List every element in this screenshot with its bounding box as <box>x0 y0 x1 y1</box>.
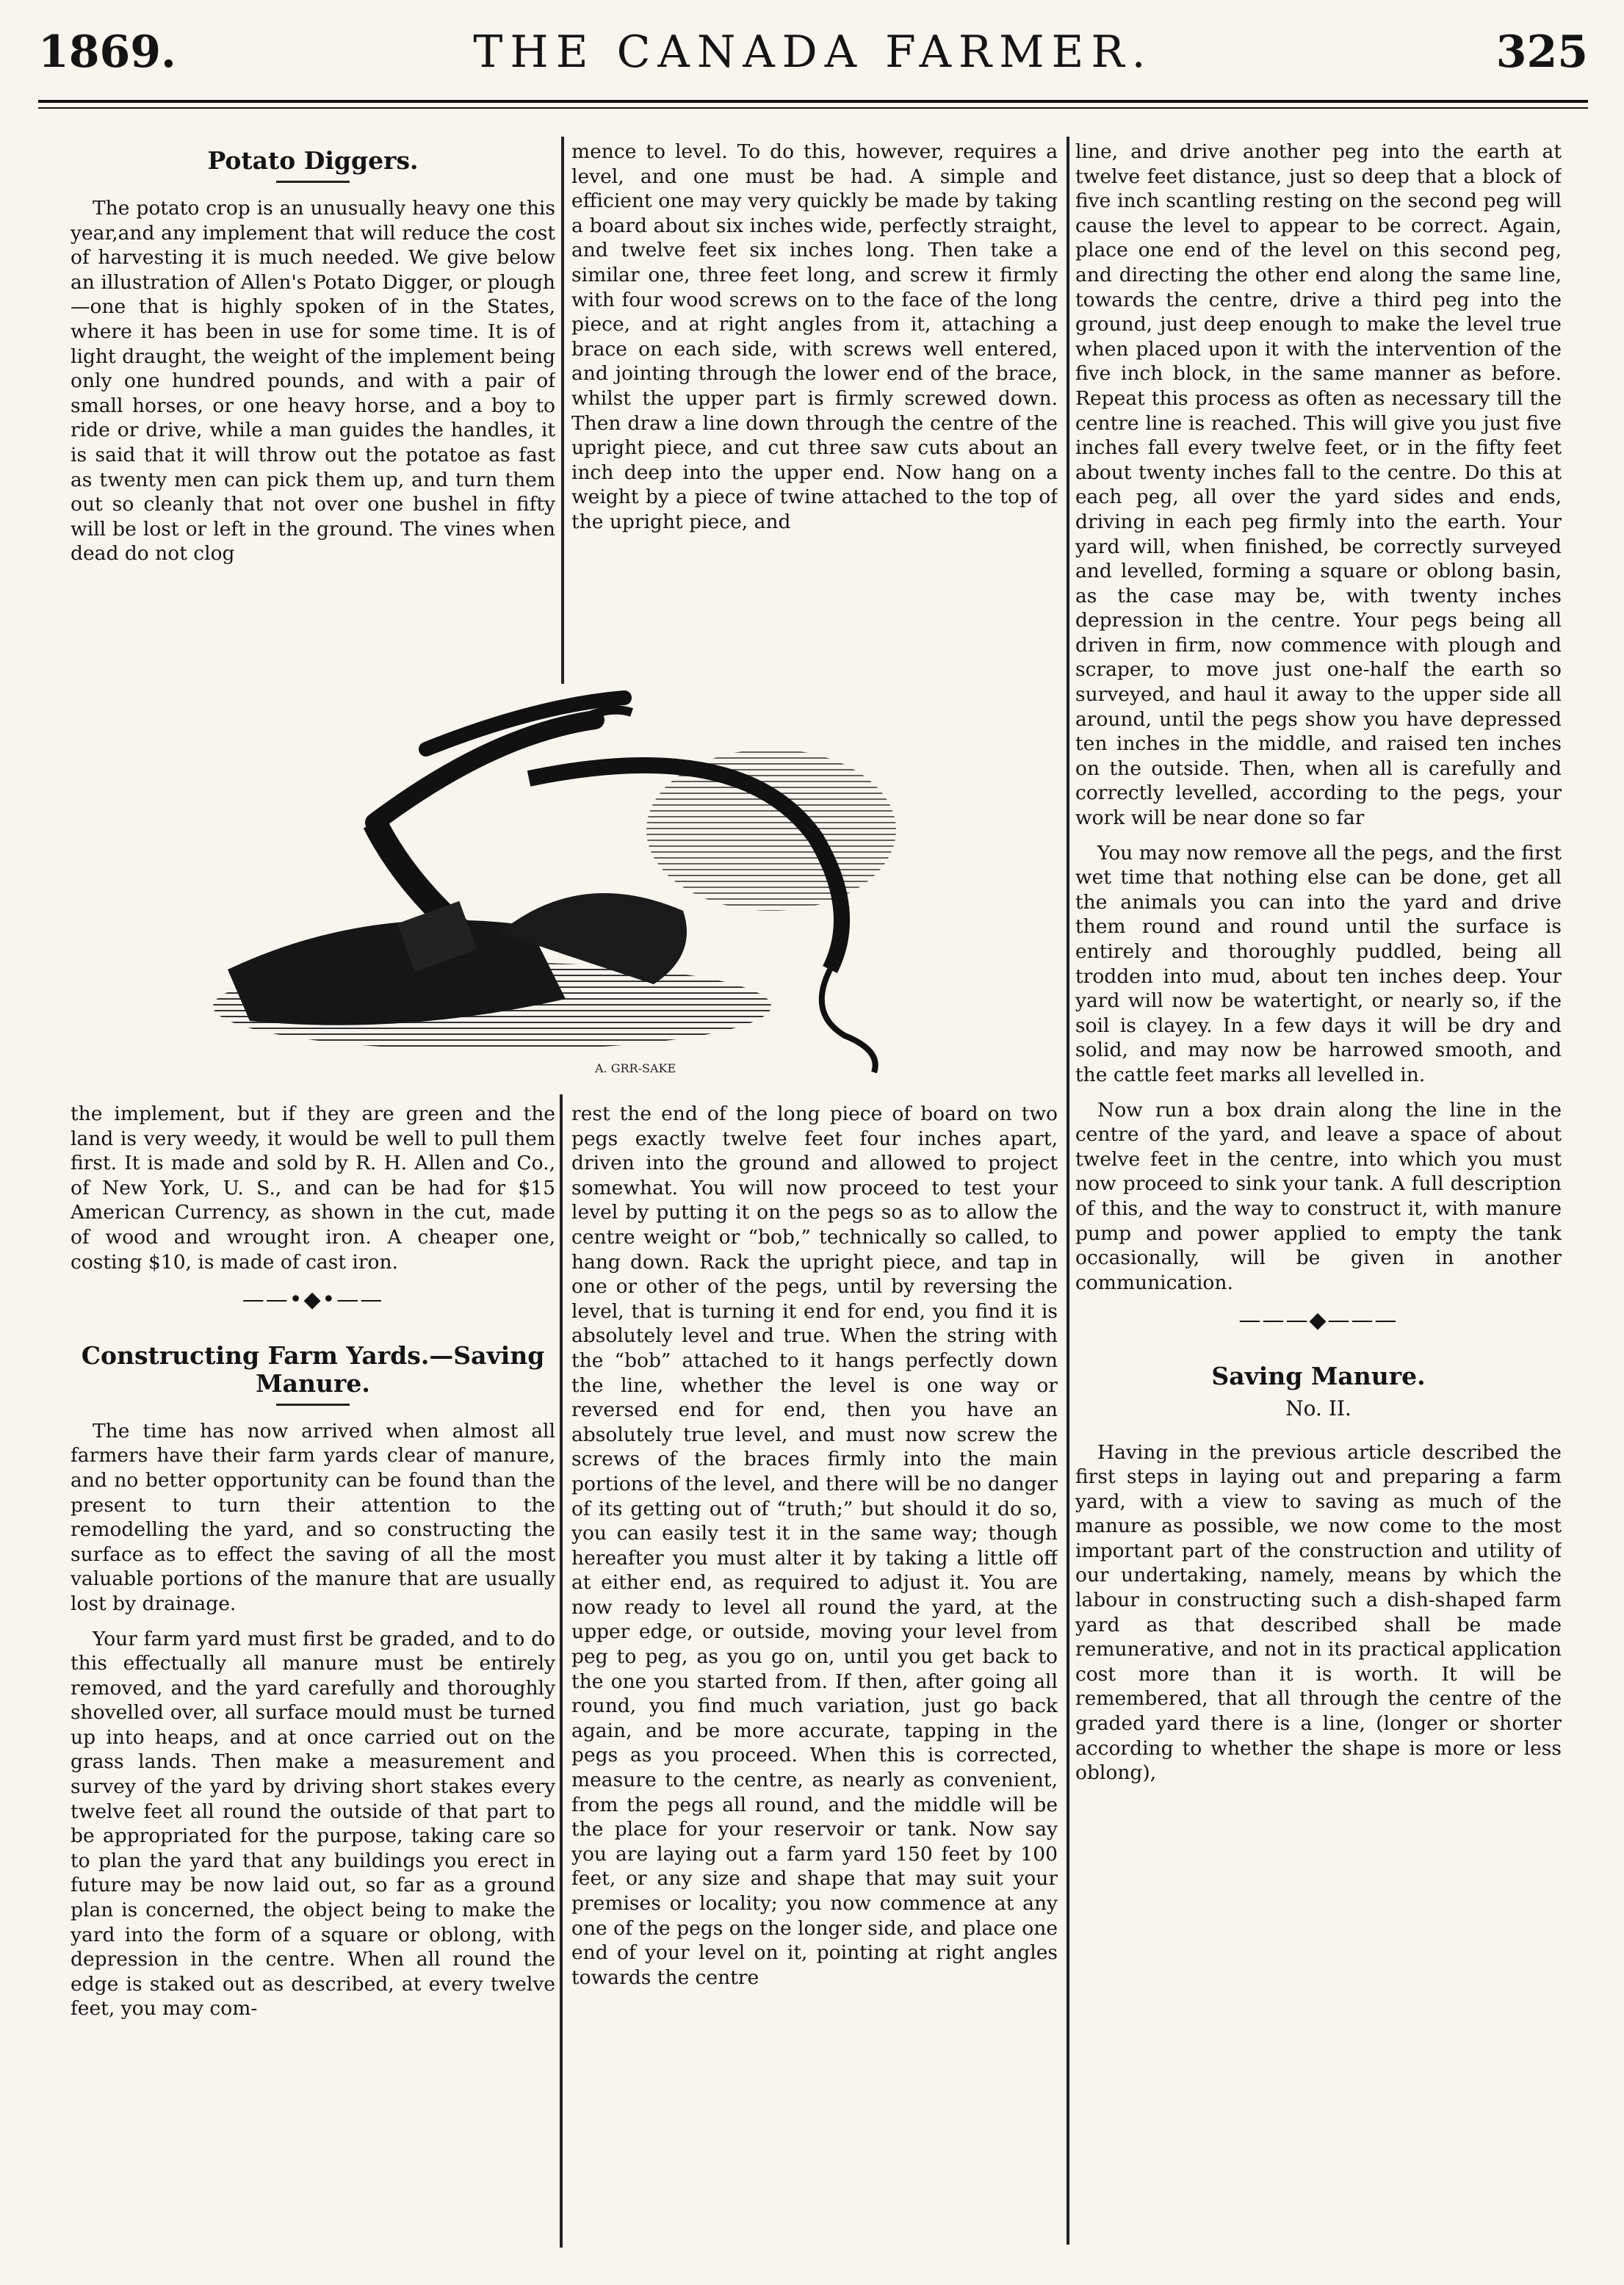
engraver-signature: A. GRR-SAKE <box>595 1061 676 1075</box>
article-paragraph: The time has now arrived when almost all farmers have their farm yards clear of manure, and no better opportunity can be found than the present to turn their attention to the remodelling the yard, and so constructing the surface as to effect the saving of all the most valuable portions of the manure that are usually lost by drainage. <box>71 1419 555 1615</box>
column-rule-right <box>1067 137 1069 2245</box>
section-ornament: ——•◆•—— <box>242 1287 384 1313</box>
plough-engraving <box>184 690 918 1080</box>
article-paragraph: line, and drive another peg into the earth at twelve feet distance, just so deep that a block of five inch scantling resting on the second peg will cause the level to appear to be correct. Again, place one end of the level on this second peg, and directing the other end along the same line, towards the centre, drive a third peg into the ground, just deep enough to make the level true when placed upon it with the intervention of the five inch block, in the same manner as before. Repeat this process as often as necessary till the centre line is reached. This will give you just five inches fall every twelve feet, or in the fifty feet about twenty inches fall to the centre. Do this at each peg, all over the yard sides and ends, driving in each peg firmly into the earth. Your yard will, when finished, be correctly surveyed and levelled, forming a square or oblong basin, as the case may be, with twenty inches depression in the centre. Your pegs being all driven in firm, now commence with plough and scraper, to move just one-half the earth so surveyed, and haul it away to the upper side all around, until the pegs show you have depressed ten inches in the middle, and raised ten inches on the outside. Then, when all is carefully and correctly levelled, according to the pegs, your work will be near done so far <box>1075 140 1562 830</box>
article-paragraph: Now run a box drain along the line in the centre of the yard, and leave a space of about twelve feet in the centre, into which you must now proceed to sink your tank. A full description of this, and the way to construct it, with manure pump and power applied to empty the tank occasionally, will be given in another communication. <box>1075 1098 1562 1294</box>
column-three <box>1075 140 1562 2248</box>
section-ornament: ———◆——— <box>1238 1307 1399 1334</box>
column-rule-left-bottom <box>560 1094 563 2248</box>
article-paragraph: Having in the previous article described the first steps in laying out and preparing a farm yard, with a view to saving as much of the manure as possible, we now come to the most important part of the construction and utility of our undertaking, namely, means by which the labour in constructing such a dish-shaped farm yard as that described shall be made remunerative, and not in its practical application cost more than it is worth. It will be remembered, that all through the centre of the graded yard there is a line, (longer or shorter according to whether the shape is more or less oblong), <box>1075 1440 1562 1785</box>
article-paragraph: rest the end of the long piece of board on two pegs exactly twelve feet four inches apart, driven into the ground and allowed to project somewhat. You will now proceed to test your level by putting it on the pegs so as to allow the centre weight or “bob,” technically so called, to hang down. Rack the upright piece, and tap in one or other of the pegs, until by reversing the level, that is turning it end for end, you find it is absolutely level and true. When the string with the “bob” attached to it hangs perfectly down the line, whether the level is one way or reversed end for end, then you have an absolutely true level, and must now screw the screws of the braces firmly into the main portions of the level, and there will be no danger of its getting out of “truth;” but should it do so, you can easily test it in the same way; though hereafter you must alter it by taking a little off at either end, as required to adjust it. You are now ready to level all round the yard, at the upper edge, or outside, moving your level from peg to peg, as you go on, until you get back to the one you started from. If then, after going all round, you find much variation, just go back again, and be more accurate, tapping in the pegs as you proceed. When this is corrected, measure to the centre, as nearly as convenient, from the pegs all round, and the middle will be the place for your reservoir or tank. Now say you are laying out a farm yard 150 feet by 100 feet, or any size and shape that may suit your premises or locality; you now commence at any one of the pegs on the longer side, and place one end of your level on it, pointing at right angles towards the centre <box>571 1102 1058 1989</box>
article-heading: Potato Diggers. <box>207 147 419 175</box>
article-paragraph: mence to level. To do this, however, requires a level, and one must be had. A simple and efficient one may very quickly be made by taking a board about six inches wide, perfectly straight, and twelve feet six inches long. Then take a similar one, three feet long, and screw it firmly with four wood screws on to the face of the long piece, and at right angles from it, attaching a brace on each side, with screws well entered, and jointing through the lower end of the brace, whilst the upper part is firmly screwed down. Then draw a line down through the centre of the upright piece, and cut three saw cuts about an inch deep into the upper end. Now hang on a weight by a piece of twine attached to the top of the upright piece, and <box>571 140 1058 533</box>
header-rule <box>38 100 1588 109</box>
newspaper-title: THE CANADA FARMER. <box>473 26 1153 78</box>
potato-digger-illustration <box>184 690 918 1080</box>
article-paragraph: You may now remove all the pegs, and the first wet time that nothing else can be done, get all the animals you can into the yard and drive them round and round until the surface is entirely and thoroughly puddled, being all trodden into mud, about ten inches deep. Your yard will now be watertight, or nearly so, if the soil is clayey. In a few days it will be dry and solid, and may now be harrowed smooth, and the cattle feet marks all levelled in. <box>1075 841 1562 1086</box>
heading-rule <box>276 181 350 183</box>
page-number: 325 <box>1495 26 1588 78</box>
article-paragraph: the implement, but if they are green and the land is very weedy, it would be well to pull them first. It is made and sold by R. H. Allen and Co., of New York, U. S., and can be had for $15 American Currency, as shown in the cut, made of wood and wrought iron. A cheaper one, costing $10, is made of cast iron. <box>71 1102 555 1274</box>
article-paragraph: The potato crop is an unusually heavy one this year,and any implement that will reduce the cost of harvesting it is much needed. We give below an illustration of Allen's Potato Digger, or plough—one that is highly spoken of in the States, where it has been in use for some time. It is of light draught, the weight of the implement being only one hundred pounds, and with a pair of small horses, or one heavy horse, and a boy to ride or drive, while a man guides the handles, it is said that it will throw out the potatoe as fast as twenty men can pick them up, and turn them out so cleanly that not over one bushel in fifty will be lost or left in the ground. The vines when dead do not clog <box>71 197 555 566</box>
article-potato-diggers <box>71 147 555 687</box>
article-paragraph: Your farm yard must first be graded, and to do this effectually all manure must be entirely removed, and the yard carefully and thoroughly shovelled over, all surface mould must be turned up into heaps, and at once carried out on the grass lands. Then make a measurement and survey of the yard by driving short stakes every twelve feet all round the outside of that part to be appropriated for the purpose, taking care so to plan the yard that any buildings you erect in future may be now laid out, so far as a ground plan is concerned, the object being to make the yard into the form of a square or oblong, with depression in the centre. When all round the edge is staked out as described, at every twelve feet, you may com- <box>71 1627 555 2021</box>
article-heading: Constructing Farm Yards.—Saving Manure. <box>81 1340 545 1398</box>
column-rule-left-top <box>561 137 564 684</box>
issue-year: 1869. <box>38 26 176 78</box>
column-two-upper <box>571 140 1058 687</box>
column-two-lower <box>571 1102 1058 2248</box>
column-one-lower <box>71 1102 555 2248</box>
heading-rule <box>276 1404 350 1406</box>
article-heading: Saving Manure. <box>1211 1361 1426 1390</box>
article-subheading: No. II. <box>1285 1396 1351 1421</box>
page-header <box>38 26 1588 100</box>
